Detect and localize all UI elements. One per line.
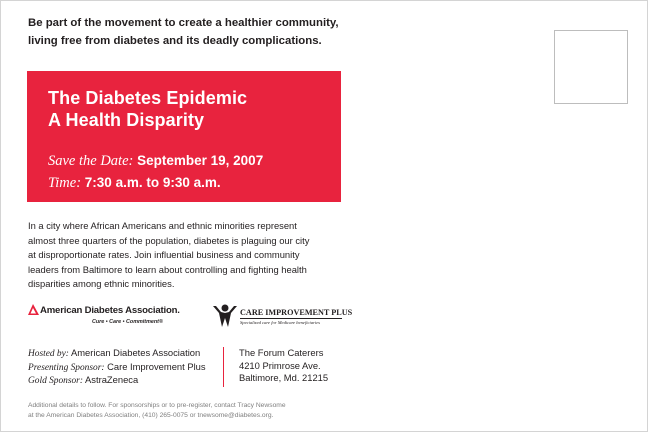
event-title-line-2: A Health Disparity bbox=[48, 110, 205, 130]
sponsor-list bbox=[28, 347, 206, 388]
time-label: Time: bbox=[48, 175, 82, 191]
description-line: at disproportionate rates. Join influential business and community bbox=[28, 249, 300, 261]
sponsor-row-hosted bbox=[28, 347, 206, 361]
time-value: 7:30 a.m. to 9:30 a.m. bbox=[84, 175, 221, 190]
presenting-value: Care Improvement Plus bbox=[107, 360, 206, 372]
ada-triangle-icon bbox=[28, 304, 40, 316]
time-row bbox=[48, 172, 263, 194]
divider bbox=[223, 347, 224, 387]
cip-logo-tagline: Specialized care for Medicare beneficiaries bbox=[240, 320, 321, 325]
description bbox=[28, 219, 350, 292]
intro-line-1: Be part of the movement to create a healthier community, bbox=[28, 17, 339, 29]
hosted-label: Hosted by: bbox=[28, 349, 69, 359]
venue-name: The Forum Caterers bbox=[239, 347, 324, 358]
intro-text bbox=[28, 14, 358, 50]
cip-logo-name: CARE IMPROVEMENT PLUS bbox=[240, 308, 353, 317]
gold-value: AstraZeneca bbox=[85, 374, 139, 385]
event-title bbox=[48, 87, 247, 131]
stamp-box bbox=[554, 30, 628, 104]
venue-address bbox=[239, 347, 328, 385]
event-banner bbox=[27, 71, 341, 202]
footer-line-1: Additional details to follow. For sponsorships or to pre-register, contact Tracy Newsome bbox=[28, 402, 286, 409]
date-label: Save the Date: bbox=[48, 153, 134, 169]
presenting-label: Presenting Sponsor: bbox=[28, 362, 105, 373]
footer-note bbox=[28, 401, 368, 421]
sponsor-row-presenting bbox=[28, 361, 206, 375]
ada-logo bbox=[28, 304, 200, 330]
venue-city: Baltimore, Md. 21215 bbox=[239, 372, 329, 383]
cip-logo bbox=[212, 303, 353, 331]
hosted-value: American Diabetes Association bbox=[70, 347, 201, 358]
ada-logo-tagline: Cure • Care • Commitment® bbox=[92, 319, 163, 325]
sponsor-row-gold bbox=[28, 374, 206, 388]
intro-line-2: living free from diabetes and its deadly complications. bbox=[28, 35, 322, 47]
footer-line-2: at the American Diabetes Association, (410) 265-0075 or tnewsome@diabetes.org. bbox=[28, 412, 274, 419]
event-title-line-1: The Diabetes Epidemic bbox=[48, 88, 248, 108]
ada-logo-name: American Diabetes Association. bbox=[40, 305, 180, 316]
description-line: almost three quarters of the population, diabetes is plaguing our city bbox=[28, 234, 310, 246]
description-line: In a city where African Americans and ethnic minorities represent bbox=[28, 220, 297, 231]
date-value: September 19, 2007 bbox=[137, 153, 264, 168]
description-line: disparities among ethnic minorities. bbox=[28, 278, 175, 290]
cip-figure-icon bbox=[212, 303, 238, 331]
description-line: leaders from Baltimore to learn about controlling and fighting health bbox=[28, 263, 307, 275]
event-schedule bbox=[48, 150, 263, 194]
gold-label: Gold Sponsor: bbox=[28, 376, 83, 386]
venue-street: 4210 Primrose Ave. bbox=[239, 359, 321, 371]
date-row bbox=[48, 150, 263, 172]
cip-logo-rule bbox=[240, 318, 342, 319]
